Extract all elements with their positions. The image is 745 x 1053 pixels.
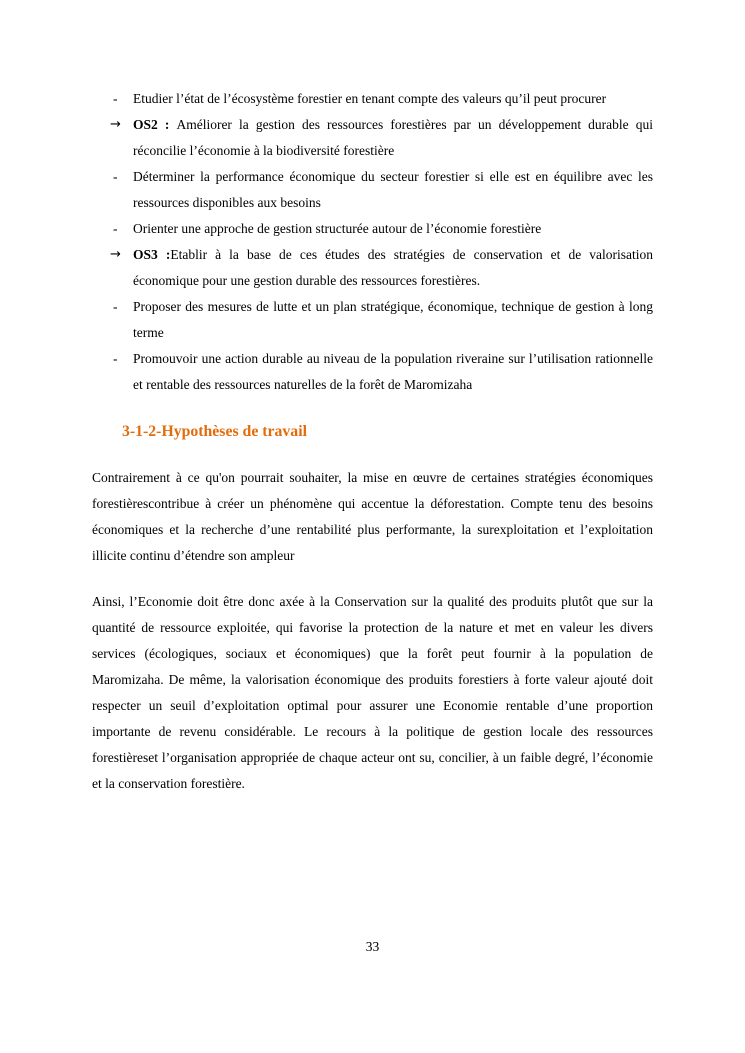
list-item <box>92 294 653 346</box>
list-item <box>92 164 653 216</box>
dash-bullet: - <box>113 351 118 366</box>
list-item <box>92 242 653 294</box>
list-item-text: Etablir à la base de ces études des stratégies de conservation et de valorisation économique pour une gestion durable des ressources forestières. <box>133 247 653 288</box>
list-item-text: Etudier l’état de l’écosystème forestier en tenant compte des valeurs qu’il peut procurer <box>133 91 607 106</box>
paragraph: Ainsi, l’Economie doit être donc axée à la Conservation sur la qualité des produits plutôt que sur la quantité de ressource exploitée, qui favorise la protection de la nature et met en valeur les divers services (écologiques, sociaux et économiques) que la forêt peut fournir à la population de Maromizaha. De même, la valorisation économique des produits forestiers à forte valeur ajouté doit respecter un seuil d’exploitation optimal pour assurer une Economie rentable d’une proportion importante de revenu considérable. Le recours à la politique de gestion locale des ressources forestièreset l’organisation appropriée de chaque acteur ont su, concilier, à un faible degré, l’économie et la conservation forestière. <box>92 594 653 791</box>
list-item-text: Déterminer la performance économique du secteur forestier si elle est en équilibre avec les ressources disponibles aux besoins <box>133 169 653 210</box>
page-number: 33 <box>365 939 380 954</box>
arrow-bullet-icon: → <box>110 117 121 132</box>
dash-bullet: - <box>113 169 118 184</box>
list-item <box>92 216 653 242</box>
list-item <box>92 86 653 112</box>
dash-bullet: - <box>113 91 118 106</box>
list-item <box>92 112 653 164</box>
objective-label: OS2 : <box>133 117 177 132</box>
list-item-text: Orienter une approche de gestion structurée autour de l’économie forestière <box>133 221 542 236</box>
list-item-text: Améliorer la gestion des ressources forestières par un développement durable qui réconcilie l’économie à la biodiversité forestière <box>133 117 653 158</box>
list-item <box>92 346 653 398</box>
dash-bullet: - <box>113 299 118 314</box>
section-heading: 3-1-2-Hypothèses de travail <box>122 423 307 440</box>
list-item-text: Proposer des mesures de lutte et un plan stratégique, économique, technique de gestion à long terme <box>133 299 653 340</box>
list-item-text: Promouvoir une action durable au niveau de la population riveraine sur l’utilisation rationnelle et rentable des ressources naturelles de la forêt de Maromizaha <box>133 351 653 392</box>
objectives-list <box>92 86 653 398</box>
dash-bullet: - <box>113 221 118 236</box>
page-content <box>92 86 653 797</box>
arrow-bullet-icon: → <box>110 247 121 262</box>
objective-label: OS3 : <box>133 247 171 262</box>
paragraph: Contrairement à ce qu'on pourrait souhaiter, la mise en œuvre de certaines stratégies économiques forestièrescontribue à créer un phénomène qui accentue la déforestation. Compte tenu des besoins économiques et la recherche d’une rentabilité plus performante, la surexploitation et l’exploitation illicite continu d’étendre son ampleur <box>92 470 653 563</box>
